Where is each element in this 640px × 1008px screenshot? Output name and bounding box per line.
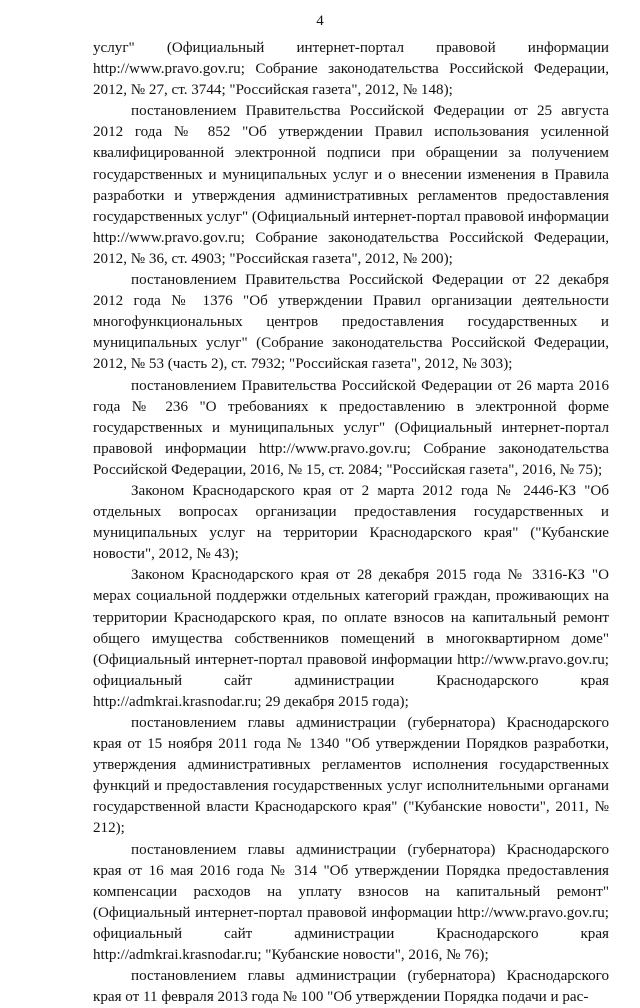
paragraph-decree-314: постановлением главы администрации (губернатора) Краснодарского края от 16 мая 2016 года № 314 "Об утверждении Порядка предоставления компенсации расходов на уплату взносов на капитальный ремонт" (Официальный интернет-портал правовой информации http://www.pravo.gov.ru; официальный сайт администрации Краснодарского края http://admkrai.krasnodar.ru; "Кубанские новости", 2016, № 76); xyxy=(93,841,609,964)
paragraph-decree-1340: постановлением главы администрации (губернатора) Краснодарского края от 15 ноября 2011 года № 1340 "Об утверждении Порядков разработки, утверждения административных регламентов исполнения государственных функций и предоставления государственных услуг исполнительными органами государственной власти Краснодарского края" ("Кубанские новости", 2011, № 212); xyxy=(93,715,609,837)
paragraph-law-3316: Законом Краснодарского края от 28 декабря 2015 года № 3316-КЗ "О мерах социальной поддержки отдельных категорий граждан, проживающих на территории Краснодарского края, по оплате взносов на капитальный ремонт общего имущества собственников помещений в многоквартирном доме" (Официальный интернет-портал правовой информации http://www.pravo.gov.ru; официальный сайт администрации Краснодарского края http://admkrai.krasnodar.ru; 29 декабря 2015 года); xyxy=(93,567,609,710)
paragraph-law-2446: Законом Краснодарского края от 2 марта 2012 года № 2446-КЗ "Об отдельных вопросах организации предоставления государственных и муниципальных услуг на территории Краснодарского края" ("Кубанские новости", 2012, № 43); xyxy=(93,482,609,563)
paragraph-continuation: услуг" (Официальный интернет-портал правовой информации http://www.pravo.gov.ru; Собрание законодательства Российской Федерации, 2012, № 27, ст. 3744; "Российская газета", 2012, № 148); xyxy=(93,40,609,99)
document-body xyxy=(93,38,609,1008)
page-number: 4 xyxy=(316,13,324,29)
paragraph-decree-1376: постановлением Правительства Российской Федерации от 22 декабря 2012 года № 1376 "Об утверждении Правил организации деятельности многофункциональных центров предоставления государственных и муниципальных услуг" (Собрание законодательства Российской Федерации, 2012, № 53 (часть 2), ст. 7932; "Российская газета", 2012, № 303); xyxy=(93,272,609,373)
paragraph-decree-100: постановлением главы администрации (губернатора) Краснодарского края от 11 февраля 2013 года № 100 "Об утверждении Порядка подачи и рас- xyxy=(93,968,609,1006)
paragraph-decree-852: постановлением Правительства Российской Федерации от 25 августа 2012 года № 852 "Об утверждении Правил использования усиленной квалифицированной электронной подписи при обращении за получением государственных и муниципальных услуг и о внесении изменения в Правила разработки и утверждения административных регламентов предоставления государственных услуг" (Официальный интернет-портал правовой информации http://www.pravo.gov.ru; Собрание законодательства Российской Федерации, 2012, № 36, ст. 4903; "Российская газета", 2012, № 200); xyxy=(93,103,609,267)
paragraph-decree-236: постановлением Правительства Российской Федерации от 26 марта 2016 года № 236 "О требованиях к предоставлению в электронной форме государственных и муниципальных услуг" (Официальный интернет-портал правовой информации http://www.pravo.gov.ru; Собрание законодательства Российской Федерации, 2016, № 15, ст. 2084; "Российская газета", 2016, № 75); xyxy=(93,377,609,478)
